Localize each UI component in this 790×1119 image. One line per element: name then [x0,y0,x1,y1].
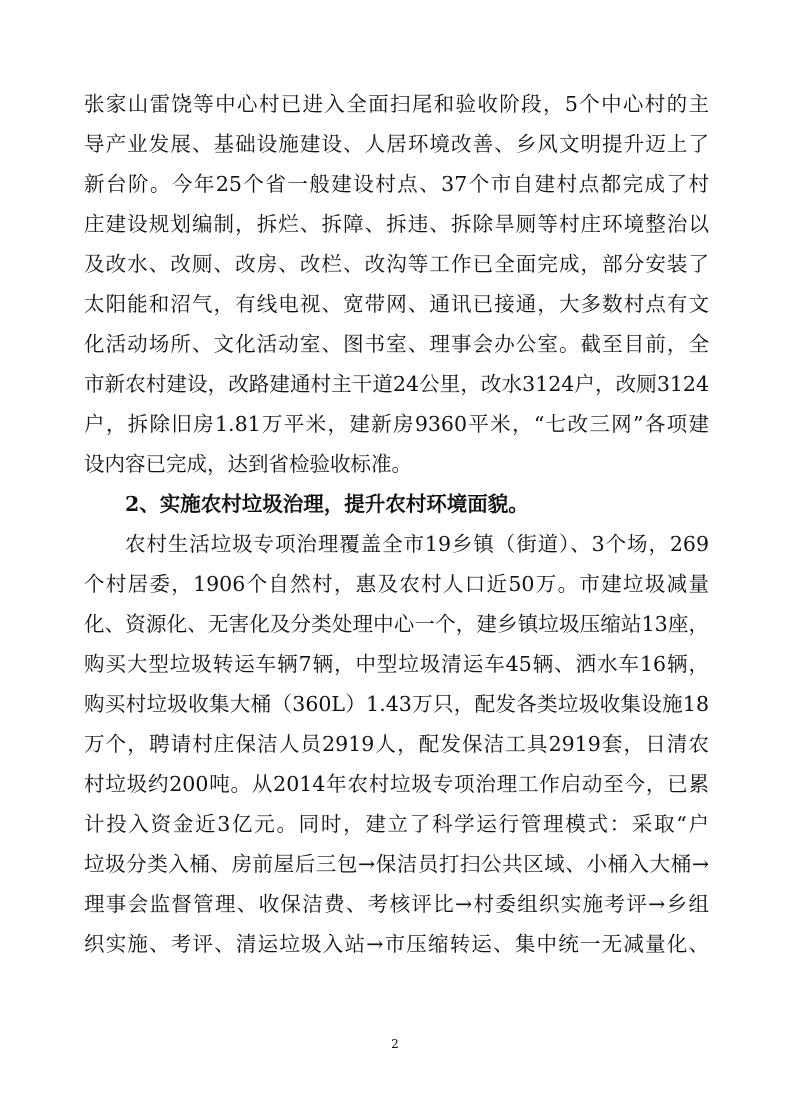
paragraph-line: 化、资源化、无害化及分类处理中心一个，建乡镇垃圾压缩站13座， [84,612,709,636]
paragraph-line: 织实施、考评、清运垃圾入站→市压缩转运、集中统一无减量化、 [84,932,709,956]
paragraph-line: 垃圾分类入桶、房前屋后三包→保洁员打扫公共区域、小桶入大桶→ [84,852,709,876]
page-number: 2 [391,1037,399,1051]
document-body [84,84,709,964]
paragraph-line: 张家山雷饶等中心村已进入全面扫尾和验收阶段，5个中心村的主 [84,92,709,116]
paragraph-line: 导产业发展、基础设施建设、人居环境改善、乡风文明提升迈上了 [84,132,709,156]
paragraph-line: 购买大型垃圾转运车辆7辆，中型垃圾清运车45辆、洒水车16辆， [84,652,709,676]
paragraph-line: 庄建设规划编制，拆烂、拆障、拆违、拆除旱厕等村庄环境整治以 [84,212,709,236]
paragraph-line: 村垃圾约200吨。从2014年农村垃圾专项治理工作启动至今，已累 [84,772,709,796]
paragraph-line: 购买村垃圾收集大桶（360L）1.43万只，配发各类垃圾收集设施18 [84,692,709,716]
paragraph-line: 个村居委，1906个自然村，惠及农村人口近50万。市建垃圾减量 [84,572,709,596]
paragraph-line: 太阳能和沼气，有线电视、宽带网、通讯已接通，大多数村点有文 [84,292,709,316]
paragraph-line: 万个，聘请村庄保洁人员2919人，配发保洁工具2919套，日清农 [84,732,709,756]
paragraph-line: 理事会监督管理、收保洁费、考核评比→村委组织实施考评→乡组 [84,892,709,916]
paragraph-line: 及改水、改厕、改房、改栏、改沟等工作已全面完成，部分安装了 [84,252,709,276]
paragraph-line: 市新农村建设，改路建通村主干道24公里，改水3124户，改厕3124 [84,372,709,396]
paragraph-line: 新台阶。今年25个省一般建设村点、37个市自建村点都完成了村 [84,172,709,196]
section-heading: 2、实施农村垃圾治理，提升农村环境面貌。 [125,492,529,516]
paragraph-line: 农村生活垃圾专项治理覆盖全市19乡镇（街道）、3个场，269 [125,532,709,556]
paragraph-line: 化活动场所、文化活动室、图书室、理事会办公室。截至目前，全 [84,332,709,356]
paragraph-line: 计投入资金近3亿元。同时，建立了科学运行管理模式：采取“户 [84,812,709,836]
paragraph-line: 设内容已完成，达到省检验收标准。 [84,452,412,476]
paragraph-line: 户，拆除旧房1.81万平米，建新房9360平米，“七改三网”各项建 [84,412,709,436]
